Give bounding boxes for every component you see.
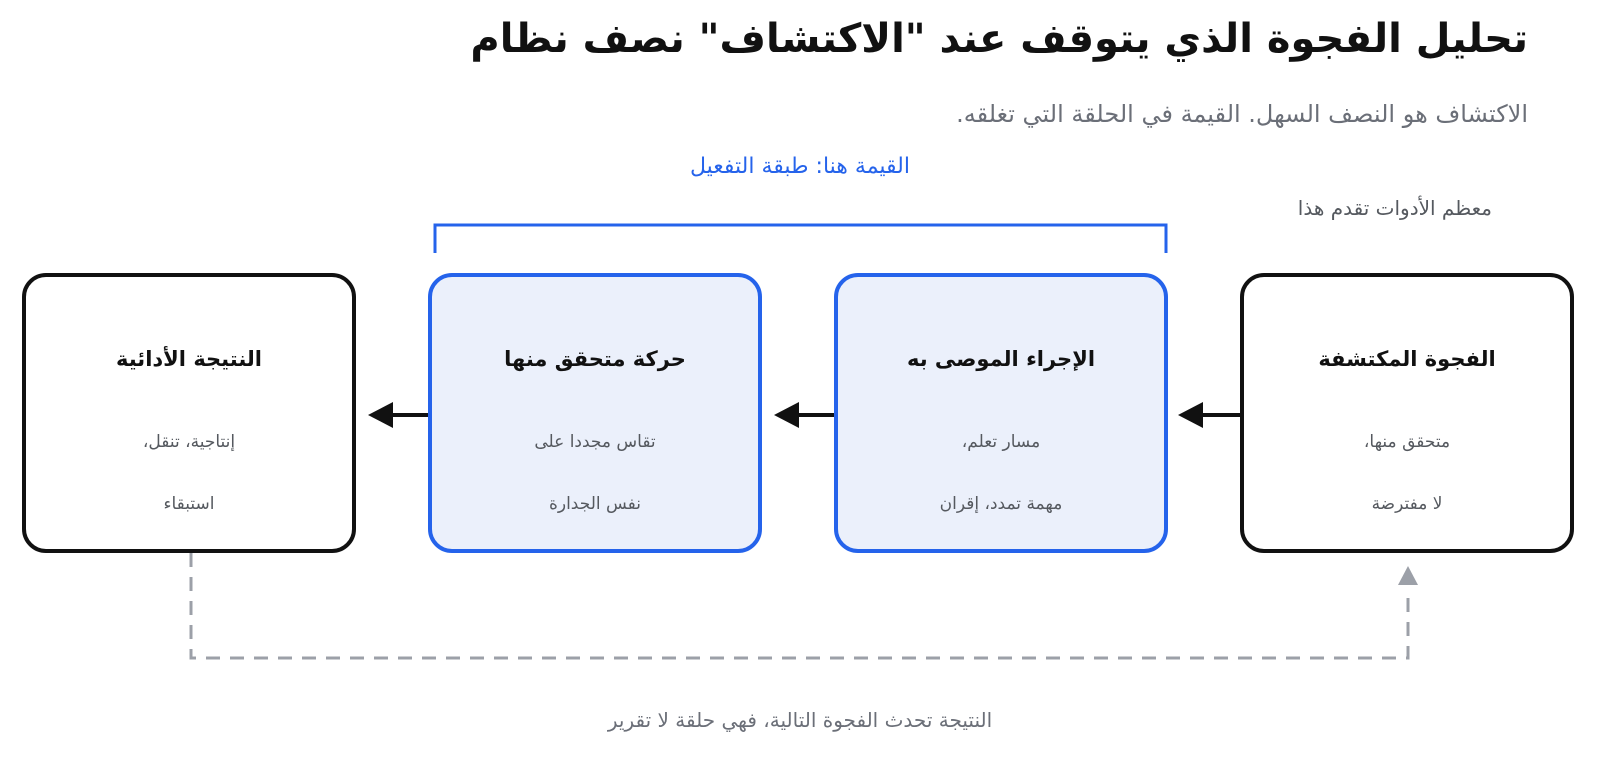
box-title: النتيجة الأدائية [116,347,262,371]
box-title: الفجوة المكتشفة [1318,347,1496,371]
feedback-loop-label: النتيجة تحدث الفجوة التالية، فهي حلقة لا تقرير [607,708,993,732]
page-title: تحليل الفجوة الذي يتوقف عند "الاكتشاف" نصف نظام [470,16,1528,62]
feedback-loop-line [191,553,1408,658]
box-title: حركة متحقق منها [504,347,686,371]
box-desc-line: مسار تعلم، [961,432,1041,452]
box-verified-movement [428,273,762,553]
box-title: الإجراء الموصى به [906,347,1096,371]
box-recommended-action [834,273,1168,553]
box-desc-line: تقاس مجددا على [534,432,656,452]
flow-arrow-2-head [774,402,799,428]
activation-bracket [435,225,1166,253]
tools-note: معظم الأدوات تقدم هذا [1297,196,1492,220]
box-desc-line: مهمة تمدد، إقران [939,494,1063,514]
box-desc-line: لا مفترضة [1371,494,1443,514]
page-subtitle: الاكتشاف هو النصف السهل. القيمة في الحلقة التي تغلقه. [956,100,1528,128]
box-desc-line: متحقق منها، [1363,432,1451,452]
flow-arrow-3-head [368,402,393,428]
activation-layer-label: القيمة هنا: طبقة التفعيل [690,154,910,179]
box-desc-line: إنتاجية، تنقل، [142,432,236,452]
box-desc-line: نفس الجدارة [548,494,642,514]
feedback-loop-arrowhead [1398,566,1418,585]
box-desc-line: استبقاء [163,494,215,514]
box-performance-outcome [22,273,356,553]
flow-arrow-1-head [1178,402,1203,428]
box-discovered-gap [1240,273,1574,553]
